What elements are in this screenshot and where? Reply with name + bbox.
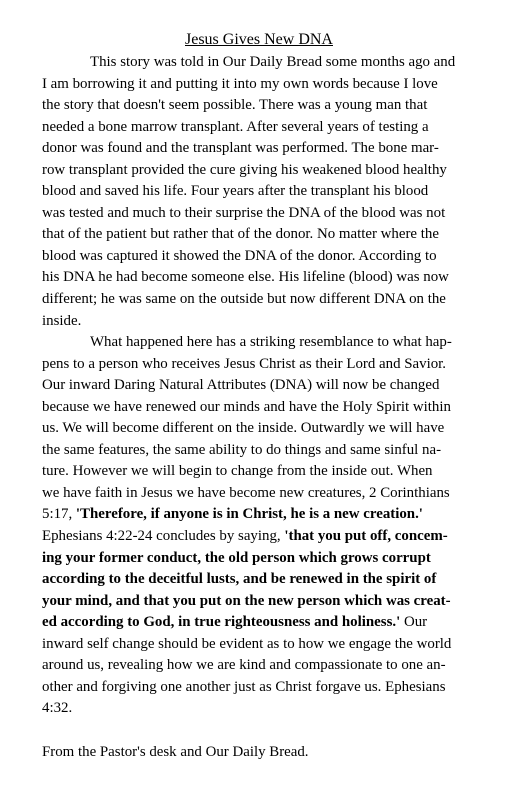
- scripture-quote-line: according to the deceitful lusts, and be renewed in the spirit of: [42, 571, 437, 588]
- scripture-reference: Ephesians 4:22-24 concludes by saying,: [42, 528, 285, 545]
- document-body: [42, 52, 488, 763]
- body-line: we have faith in Jesus we have become new creatures, 2 Corinthians: [42, 484, 450, 501]
- body-line: Our inward Daring Natural Attributes (DNA) will now be changed: [42, 377, 440, 394]
- document-title: Jesus Gives New DNA: [185, 31, 333, 48]
- body-line: 4:32.: [42, 700, 73, 717]
- body-line: donor was found and the transplant was performed. The bone mar-: [42, 140, 439, 157]
- body-line: the story that doesn't seem possible. There was a young man that: [42, 97, 428, 114]
- body-line: [42, 612, 488, 634]
- body-line: other and forgiving one another just as Christ forgave us. Ephesians: [42, 678, 446, 695]
- body-line: [42, 504, 488, 526]
- body-line: that of the patient but rather that of the donor. No matter where the: [42, 226, 439, 243]
- body-text-fragment: Our: [400, 614, 428, 631]
- scripture-quote: 'that you put off, concem-: [284, 528, 448, 545]
- body-line: because we have renewed our minds and have the Holy Spirit within: [42, 398, 451, 415]
- body-line: different; he was same on the outside but now different DNA on the: [42, 291, 446, 308]
- body-line: his DNA he had become someone else. His lifeline (blood) was now: [42, 269, 449, 286]
- scripture-quote-line: ing your former conduct, the old person which grows corrupt: [42, 549, 431, 566]
- body-line: row transplant provided the cure giving his weakened blood healthy: [42, 161, 447, 178]
- scripture-quote: 'Therefore, if anyone is in Christ, he is a new creation.': [75, 506, 423, 523]
- body-line: What happened here has a striking resemblance to what hap-: [90, 334, 452, 351]
- body-line: the same features, the same ability to do things and same sinful na-: [42, 441, 442, 458]
- footer-credit: From the Pastor's desk and Our Daily Bread.: [42, 743, 309, 760]
- scripture-quote: ed according to God, in true righteousness and holiness.': [42, 614, 401, 631]
- body-line: needed a bone marrow transplant. After several years of testing a: [42, 118, 429, 135]
- body-line: was tested and much to their surprise the DNA of the blood was not: [42, 204, 446, 221]
- body-line: inside.: [42, 312, 82, 329]
- body-line: [42, 526, 488, 548]
- scripture-quote-line: your mind, and that you put on the new person which was creat-: [42, 592, 451, 609]
- body-line: around us, revealing how we are kind and compassionate to one an-: [42, 657, 446, 674]
- body-line: This story was told in Our Daily Bread some months ago and: [90, 54, 456, 70]
- body-line: pens to a person who receives Jesus Christ as their Lord and Savior.: [42, 355, 447, 372]
- body-line: us. We will become different on the inside. Outwardly we will have: [42, 420, 445, 437]
- body-line: ture. However we will begin to change from the inside out. When: [42, 463, 433, 480]
- body-line: I am borrowing it and putting it into my own words because I love: [42, 75, 438, 92]
- body-line: blood and saved his life. Four years after the transplant his blood: [42, 183, 429, 200]
- body-line: inward self change should be evident as to how we engage the world: [42, 635, 452, 652]
- scripture-reference: 5:17,: [42, 506, 76, 523]
- paragraph-gap: [42, 720, 488, 742]
- body-line: blood was captured it showed the DNA of the donor. According to: [42, 247, 437, 264]
